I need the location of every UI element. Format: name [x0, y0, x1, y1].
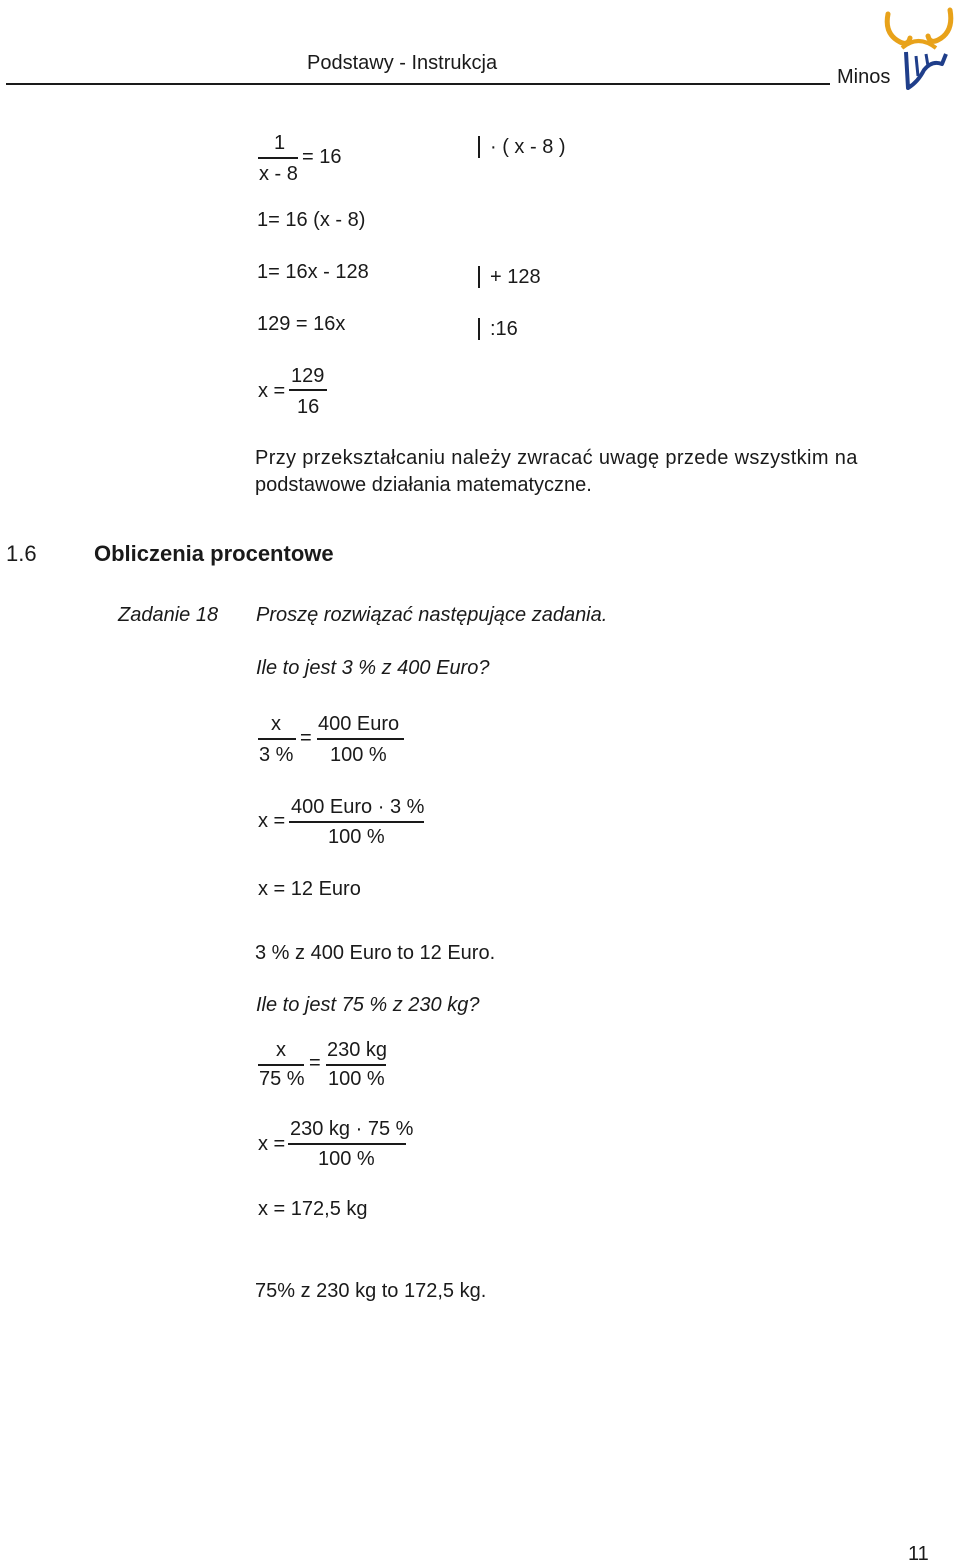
note-text: Przy przekształcaniu należy zwracać uwagę przede wszystkim na [255, 447, 858, 469]
equation-lhs: x = [258, 1133, 286, 1155]
equation-rhs: = 16 [302, 146, 342, 168]
operation-separator [478, 266, 480, 288]
fraction-bar [317, 738, 404, 740]
operation-text: · ( x - 8 ) [490, 136, 566, 158]
operation-separator [478, 318, 480, 340]
fraction-numerator: 230 kg · 75 % [290, 1118, 414, 1140]
section-number: 1.6 [6, 541, 37, 566]
equals-sign: = [300, 727, 312, 749]
fraction-bar [258, 738, 296, 740]
note-text: podstawowe działania matematyczne. [255, 474, 592, 496]
fraction-numerator: x [276, 1039, 286, 1061]
equals-sign: = [309, 1052, 321, 1074]
fraction-numerator: 1 [274, 132, 286, 154]
header-title: Podstawy - Instrukcja [307, 52, 498, 74]
fraction-bar [258, 157, 298, 159]
operation-separator [478, 136, 480, 158]
fraction-numerator: 230 kg [327, 1039, 388, 1061]
fraction-bar [289, 389, 327, 391]
operation-text: :16 [490, 318, 518, 340]
fraction-bar [258, 1064, 304, 1066]
answer-line: 75% z 230 kg to 172,5 kg. [255, 1280, 487, 1302]
fraction-denominator: 3 % [259, 744, 294, 766]
equation-line: 1= 16x - 128 [257, 261, 369, 283]
fraction-numerator: 129 [291, 365, 325, 387]
fraction-denominator: 100 % [328, 1068, 385, 1090]
minos-bull-logo-icon [880, 4, 956, 94]
equation-lhs: x = [258, 380, 286, 402]
fraction-denominator: 100 % [318, 1148, 375, 1170]
fraction-numerator: 400 Euro · 3 % [291, 796, 425, 818]
equation-lhs: x = [258, 810, 286, 832]
task-instruction: Proszę rozwiązać następujące zadania. [256, 604, 608, 626]
fraction-bar [288, 1143, 406, 1145]
fraction-numerator: x [271, 713, 281, 735]
fraction-denominator: x - 8 [259, 163, 298, 185]
section-title: Obliczenia procentowe [94, 541, 334, 566]
fraction-numerator: 400 Euro [318, 713, 400, 735]
fraction-denominator: 100 % [328, 826, 385, 848]
task-label: Zadanie 18 [118, 604, 219, 626]
fraction-bar [289, 821, 424, 823]
answer-line: 3 % z 400 Euro to 12 Euro. [255, 942, 496, 964]
header-brand: Minos [837, 66, 891, 88]
result-line: x = 172,5 kg [258, 1198, 368, 1220]
fraction-denominator: 75 % [259, 1068, 305, 1090]
fraction-bar [326, 1064, 386, 1066]
equation-line: 129 = 16x [257, 313, 346, 335]
problem-question: Ile to jest 3 % z 400 Euro? [256, 657, 490, 679]
result-line: x = 12 Euro [258, 878, 361, 900]
header-rule [6, 83, 830, 85]
equation-line: 1= 16 (x - 8) [257, 209, 366, 231]
fraction-denominator: 16 [297, 396, 320, 418]
page-number: 11 [908, 1543, 929, 1565]
operation-text: + 128 [490, 266, 541, 288]
fraction-denominator: 100 % [330, 744, 387, 766]
problem-question: Ile to jest 75 % z 230 kg? [256, 994, 480, 1016]
